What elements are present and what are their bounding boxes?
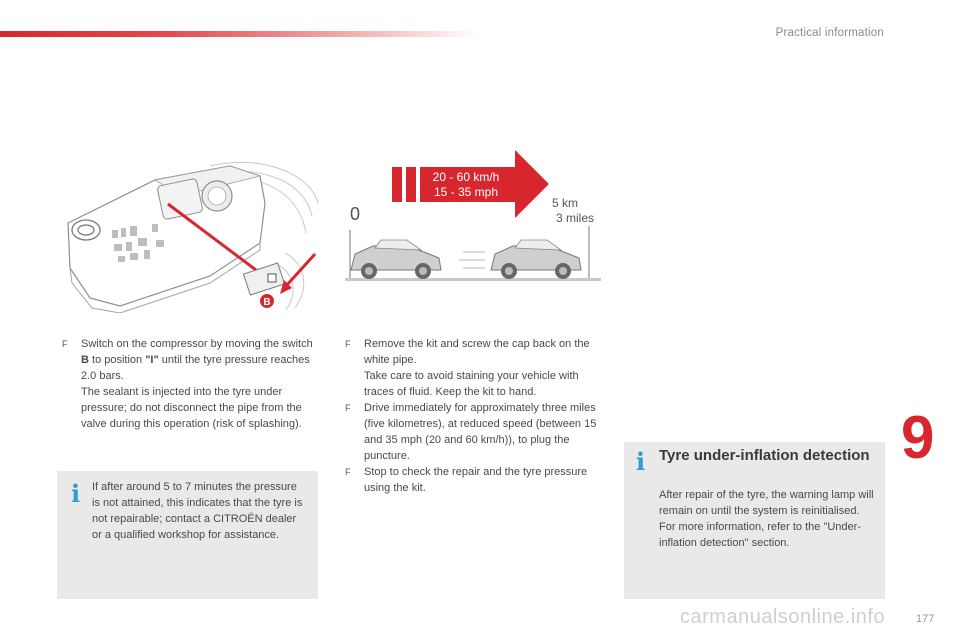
info-box-title: Tyre under-inflation detection	[659, 447, 870, 464]
header-accent-bar	[0, 31, 480, 37]
bullet-mark: F	[345, 403, 351, 413]
speed-mph-label: 15 - 35 mph	[433, 185, 499, 199]
section-title: Practical information	[775, 27, 884, 39]
info-box-not-repairable	[57, 471, 318, 599]
list-item: F Remove the kit and screw the cap back on the white pipe. Take care to avoid staining your vehicle with traces of fluid. Keep the kit to hand.	[345, 338, 590, 398]
info-box-under-inflation	[624, 442, 885, 599]
list-item: F Switch on the compressor by moving the switch B to position "I" until the tyre pressure reaches 2.0 bars. The sealant is injected into the tyre under pressure; do not disconnect the pipe from the valve during this operation (risk of splashing).	[62, 338, 313, 430]
compressor-illustration	[60, 158, 320, 313]
start-distance-label: 0	[350, 204, 361, 224]
watermark: carmanualsonline.info	[680, 606, 886, 628]
bullet-mark: F	[62, 339, 68, 349]
distance-miles-label: 3 miles	[555, 211, 595, 225]
speed-distance-illustration	[345, 148, 605, 298]
info-icon: i	[71, 479, 81, 508]
chapter-number: 9	[901, 404, 935, 471]
speed-kmh-label: 20 - 60 km/h	[432, 170, 500, 184]
bullet-mark: F	[345, 467, 351, 477]
info-box-text: After repair of the tyre, the warning lamp will remain on until the system is reinitialised. For more information, refer to the "Under-inflation detection" section.	[659, 489, 874, 549]
right-instructions	[345, 336, 603, 496]
left-instructions	[62, 336, 317, 432]
page-number: 177	[916, 613, 935, 625]
info-box-text: If after around 5 to 7 minutes the pressure is not attained, this indicates that the tyre is not repairable; contact a CITROËN dealer or a qualified workshop for assistance.	[92, 481, 303, 541]
list-item: F Stop to check the repair and the tyre pressure using the kit.	[345, 466, 588, 494]
callout-b-label: B	[263, 297, 271, 308]
info-icon: i	[636, 447, 646, 476]
distance-km-label: 5 km	[551, 196, 579, 210]
bullet-mark: F	[345, 339, 351, 349]
list-item: F Drive immediately for approximately three miles (five kilometres), at reduced speed (between 15 and 35 mph (20 and 60 km/h)), to plug the puncture.	[345, 402, 597, 462]
